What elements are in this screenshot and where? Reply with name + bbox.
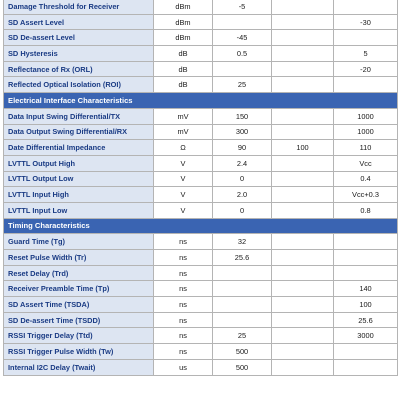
section-header-row [4, 93, 398, 109]
parameter-cell: SD De-assert Time (TSDD) [4, 312, 154, 328]
max-cell: 0.4 [334, 171, 398, 187]
max-cell: 25.6 [334, 312, 398, 328]
min-cell: 300 [213, 124, 272, 140]
max-cell: 1000 [334, 108, 398, 124]
unit-cell: dBm [154, 14, 213, 30]
parameter-cell: LVTTL Input High [4, 187, 154, 203]
typ-cell [272, 234, 334, 250]
max-cell [334, 77, 398, 93]
min-cell: 2.0 [213, 187, 272, 203]
min-cell: 25 [213, 77, 272, 93]
typ-cell [272, 14, 334, 30]
table-row [4, 187, 398, 203]
table-row [4, 77, 398, 93]
unit-cell: ns [154, 265, 213, 281]
typ-cell [272, 250, 334, 266]
max-cell: Vcc [334, 155, 398, 171]
unit-cell: dB [154, 61, 213, 77]
max-cell: 0.8 [334, 202, 398, 218]
unit-cell: V [154, 202, 213, 218]
spec-table [3, 0, 398, 376]
parameter-cell: Data Input Swing Differential/TX [4, 108, 154, 124]
section-title: Timing Characteristics [4, 218, 398, 234]
table-row [4, 250, 398, 266]
max-cell [334, 30, 398, 46]
unit-cell: mV [154, 124, 213, 140]
parameter-cell: SD Assert Time (TSDA) [4, 297, 154, 313]
unit-cell: ns [154, 250, 213, 266]
min-cell [213, 61, 272, 77]
parameter-cell: Reflectance of Rx (ORL) [4, 61, 154, 77]
unit-cell: us [154, 359, 213, 375]
typ-cell [272, 108, 334, 124]
min-cell: 0.5 [213, 46, 272, 62]
min-cell: 150 [213, 108, 272, 124]
max-cell [334, 0, 398, 14]
typ-cell [272, 46, 334, 62]
typ-cell [272, 30, 334, 46]
typ-cell [272, 171, 334, 187]
table-row [4, 312, 398, 328]
max-cell [334, 359, 398, 375]
min-cell [213, 14, 272, 30]
unit-cell: dB [154, 46, 213, 62]
unit-cell: Ω [154, 140, 213, 156]
parameter-cell: Guard Time (Tg) [4, 234, 154, 250]
table-row [4, 202, 398, 218]
max-cell: 1000 [334, 124, 398, 140]
typ-cell [272, 312, 334, 328]
min-cell: 25.6 [213, 250, 272, 266]
max-cell [334, 250, 398, 266]
parameter-cell: Data Output Swing Differential/RX [4, 124, 154, 140]
typ-cell [272, 0, 334, 14]
min-cell: 500 [213, 344, 272, 360]
parameter-cell: Reset Delay (Trd) [4, 265, 154, 281]
table-row [4, 265, 398, 281]
unit-cell: ns [154, 328, 213, 344]
typ-cell [272, 77, 334, 93]
typ-cell [272, 61, 334, 77]
table-row [4, 297, 398, 313]
max-cell: 5 [334, 46, 398, 62]
typ-cell [272, 265, 334, 281]
max-cell [334, 234, 398, 250]
min-cell: 0 [213, 171, 272, 187]
table-row [4, 281, 398, 297]
table-row [4, 30, 398, 46]
parameter-cell: RSSI Trigger Pulse Width (Tw) [4, 344, 154, 360]
parameter-cell: Reflected Optical Isolation (ROI) [4, 77, 154, 93]
section-title: Electrical Interface Characteristics [4, 93, 398, 109]
parameter-cell: SD De-assert Level [4, 30, 154, 46]
min-cell [213, 312, 272, 328]
table-row [4, 344, 398, 360]
max-cell [334, 344, 398, 360]
max-cell [334, 265, 398, 281]
table-row [4, 171, 398, 187]
table-row [4, 14, 398, 30]
typ-cell [272, 359, 334, 375]
parameter-cell: LVTTL Output High [4, 155, 154, 171]
min-cell [213, 265, 272, 281]
min-cell [213, 297, 272, 313]
parameter-cell: Internal I2C Delay (Twait) [4, 359, 154, 375]
min-cell: -45 [213, 30, 272, 46]
min-cell: -5 [213, 0, 272, 14]
parameter-cell: Damage Threshold for Receiver [4, 0, 154, 14]
max-cell: -30 [334, 14, 398, 30]
min-cell: 32 [213, 234, 272, 250]
max-cell: Vcc+0.3 [334, 187, 398, 203]
max-cell: 100 [334, 297, 398, 313]
table-row [4, 140, 398, 156]
parameter-cell: Date Differential Impedance [4, 140, 154, 156]
spec-table-body [4, 0, 398, 375]
max-cell: 3000 [334, 328, 398, 344]
unit-cell: ns [154, 297, 213, 313]
min-cell: 0 [213, 202, 272, 218]
parameter-cell: Reset Pulse Width (Tr) [4, 250, 154, 266]
typ-cell [272, 155, 334, 171]
unit-cell: ns [154, 234, 213, 250]
max-cell: -20 [334, 61, 398, 77]
table-row [4, 328, 398, 344]
parameter-cell: Receiver Preamble Time (Tp) [4, 281, 154, 297]
typ-cell [272, 202, 334, 218]
max-cell: 140 [334, 281, 398, 297]
min-cell [213, 281, 272, 297]
min-cell: 90 [213, 140, 272, 156]
max-cell: 110 [334, 140, 398, 156]
typ-cell [272, 344, 334, 360]
unit-cell: ns [154, 312, 213, 328]
typ-cell: 100 [272, 140, 334, 156]
table-row [4, 0, 398, 14]
section-header-row [4, 218, 398, 234]
parameter-cell: SD Hysteresis [4, 46, 154, 62]
parameter-cell: RSSI Trigger Delay (Ttd) [4, 328, 154, 344]
unit-cell: V [154, 155, 213, 171]
table-row [4, 359, 398, 375]
table-row [4, 61, 398, 77]
table-row [4, 124, 398, 140]
table-row [4, 234, 398, 250]
table-row [4, 155, 398, 171]
unit-cell: ns [154, 344, 213, 360]
min-cell: 500 [213, 359, 272, 375]
parameter-cell: SD Assert Level [4, 14, 154, 30]
parameter-cell: LVTTL Input Low [4, 202, 154, 218]
typ-cell [272, 328, 334, 344]
unit-cell: dB [154, 77, 213, 93]
typ-cell [272, 281, 334, 297]
parameter-cell: LVTTL Output Low [4, 171, 154, 187]
table-row [4, 108, 398, 124]
unit-cell: dBm [154, 30, 213, 46]
min-cell: 2.4 [213, 155, 272, 171]
typ-cell [272, 187, 334, 203]
unit-cell: V [154, 187, 213, 203]
min-cell: 25 [213, 328, 272, 344]
unit-cell: dBm [154, 0, 213, 14]
unit-cell: ns [154, 281, 213, 297]
typ-cell [272, 297, 334, 313]
unit-cell: V [154, 171, 213, 187]
unit-cell: mV [154, 108, 213, 124]
typ-cell [272, 124, 334, 140]
table-row [4, 46, 398, 62]
